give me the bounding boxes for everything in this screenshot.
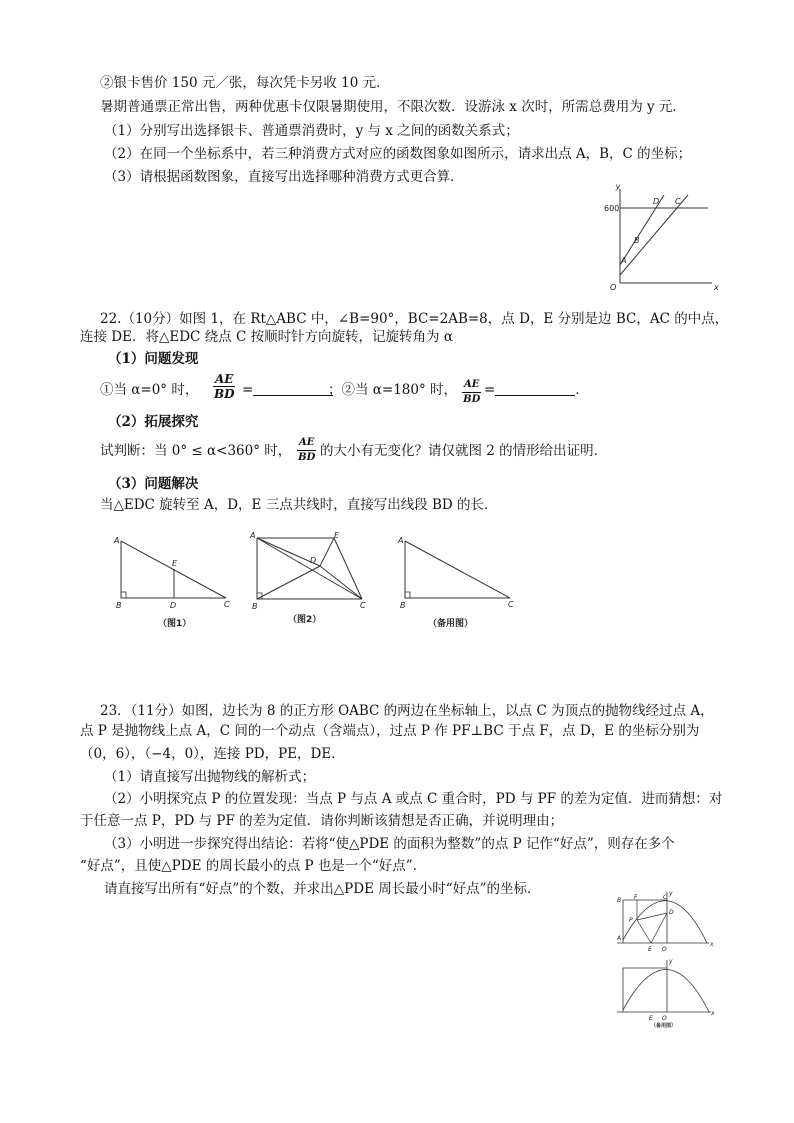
point-a-label: A (621, 256, 627, 265)
q23-part3a: （3）小明进一步探究得出结论：若将“使△PDE 的面积为整数”的点 P 记作“好点”，则存在多个 (104, 836, 675, 852)
q22-s2-text-b: 的大小有无变化？请仅就图 2 的情形给出证明． (320, 443, 608, 459)
parabola-spare-caption: （备用图） (651, 1023, 677, 1029)
q22-s2-text-a: 试判断：当 0° ≤ α<360° 时， (100, 443, 292, 459)
q22-s1-text-b: ；②当 α=180° 时， (328, 382, 458, 398)
point-c-label: C (675, 197, 681, 206)
svg-text:B: B (116, 601, 122, 610)
svg-text:A: A (250, 531, 256, 540)
frac-den: BD (298, 452, 316, 463)
origin-label: O (610, 283, 617, 292)
y-axis-label: y (615, 182, 621, 191)
svg-text:E: E (649, 1015, 653, 1022)
q22-header: 22.（10分）如图 1，在 Rt△ABC 中，∠B=90°，BC=2AB=8，点 D，E 分别是边 BC，AC 的中点， (100, 311, 729, 327)
answer-blank-2[interactable]: = ． (484, 382, 589, 398)
svg-text:C: C (663, 894, 668, 901)
svg-text:D: D (669, 909, 674, 916)
svg-text:x: x (710, 941, 714, 948)
svg-text:D: D (310, 556, 317, 565)
fraction-ae-bd-2 (462, 378, 481, 407)
svg-text:y: y (669, 890, 673, 897)
frac-num: AE (297, 436, 316, 451)
point-d-label: D (653, 197, 660, 206)
point-b-label: B (634, 236, 640, 245)
q23-part3c: 请直接写出所有“好点”的个数，并求出△PDE 周长最小时“好点”的坐标． (104, 881, 541, 897)
q22-section2-title: （2）拓展探究 (108, 414, 199, 430)
q23-part2a: （2）小明探究点 P 的位置发现：当点 P 与点 A 或点 C 重合时，PD 与 PF 的差为定值．进而猜想：对 (104, 791, 723, 807)
x-axis-label: x (714, 283, 719, 292)
svg-text:C: C (224, 600, 230, 609)
figure-2-caption: （图2） (288, 615, 322, 625)
q22-spare-figure (396, 535, 521, 630)
svg-text:E: E (334, 531, 340, 540)
q22-figure-1 (112, 535, 237, 630)
value-600-label: 600 (604, 204, 620, 213)
q22-header-2: 连接 DE．将△EDC 绕点 C 按顺时针方向旋转，记旋转角为 α (80, 329, 453, 345)
spare-figure-caption: （备用图） (428, 619, 474, 629)
svg-text:F: F (634, 894, 638, 901)
svg-text:B: B (400, 601, 406, 610)
q23-line2: 点 P 是抛物线上点 A，C 间的一个动点（含端点），过点 P 作 PF⊥BC 于点 F，点 D，E 的坐标分别为 (80, 723, 700, 739)
svg-text:y: y (669, 958, 673, 965)
answer-blank-1[interactable]: = (242, 381, 333, 399)
q21-line1: ②银卡售价 150 元／张，每次凭卡另收 10 元． (100, 75, 390, 91)
svg-text:x: x (711, 1010, 715, 1017)
svg-text:O: O (662, 946, 667, 953)
q23-parabola-spare-figure (615, 958, 715, 1028)
frac-den: BD (213, 387, 235, 401)
q21-part2: （2）在同一个坐标系中，若三种消费方式对应的函数图象如图所示，请求出点 A，B，C 的坐标； (104, 146, 692, 162)
svg-text:B: B (617, 897, 622, 904)
svg-text:E: E (648, 946, 652, 953)
q23-part2b: 于任意一点 P，PD 与 PF 的差为定值．请你判断该猜想是否正确，并说明理由； (80, 813, 564, 829)
svg-text:C: C (360, 601, 366, 610)
figure-1-caption: （图1） (158, 619, 192, 629)
svg-text:A: A (114, 536, 120, 545)
svg-text:A: A (617, 935, 622, 942)
q21-part1: （1）分别写出选择银卡、普通票消费时，y 与 x 之间的函数关系式； (104, 123, 519, 139)
svg-text:E: E (172, 559, 178, 568)
fraction-ae-bd-1 (213, 372, 235, 401)
svg-text:A: A (398, 536, 404, 545)
fraction-ae-bd-3 (297, 436, 316, 465)
q23-line3: （0，6），（−4，0），连接 PD，PE，DE． (80, 746, 345, 762)
q22-section3-title: （3）问题解决 (108, 476, 199, 492)
svg-text:C: C (508, 600, 514, 609)
q23-parabola-figure (615, 890, 715, 955)
q23-part1: （1）请直接写出抛物线的解析式； (104, 769, 316, 785)
q21-part3: （3）请根据函数图象，直接写出选择哪种消费方式更合算． (104, 169, 464, 185)
q23-line1: 23．（11分）如图，边长为 8 的正方形 OABC 的两边在坐标轴上，以点 C 为顶点的抛物线经过点 A， (100, 703, 714, 719)
q21-line2: 暑期普通票正常出售，两种优惠卡仅限暑期使用，不限次数．设游泳 x 次时，所需总费用为 y 元． (100, 99, 686, 115)
svg-text:O: O (662, 1015, 667, 1022)
q22-s3-text: 当△EDC 旋转至 A，D，E 三点共线时，直接写出线段 BD 的长． (100, 497, 498, 513)
q22-figure-2 (248, 530, 373, 630)
frac-num: AE (215, 372, 234, 386)
q23-part3b: “好点”，且使△PDE 的周长最小的点 P 也是一个“好点”． (80, 858, 427, 874)
svg-text:D: D (170, 601, 177, 610)
q21-function-graph (600, 183, 720, 298)
svg-text:P: P (629, 917, 633, 924)
q22-section1-title: （1）问题发现 (108, 351, 199, 367)
q22-s1-text-a: ①当 α=0° 时， (100, 382, 199, 398)
frac-den: BD (463, 394, 481, 405)
frac-num: AE (462, 378, 481, 393)
svg-text:B: B (252, 602, 258, 611)
